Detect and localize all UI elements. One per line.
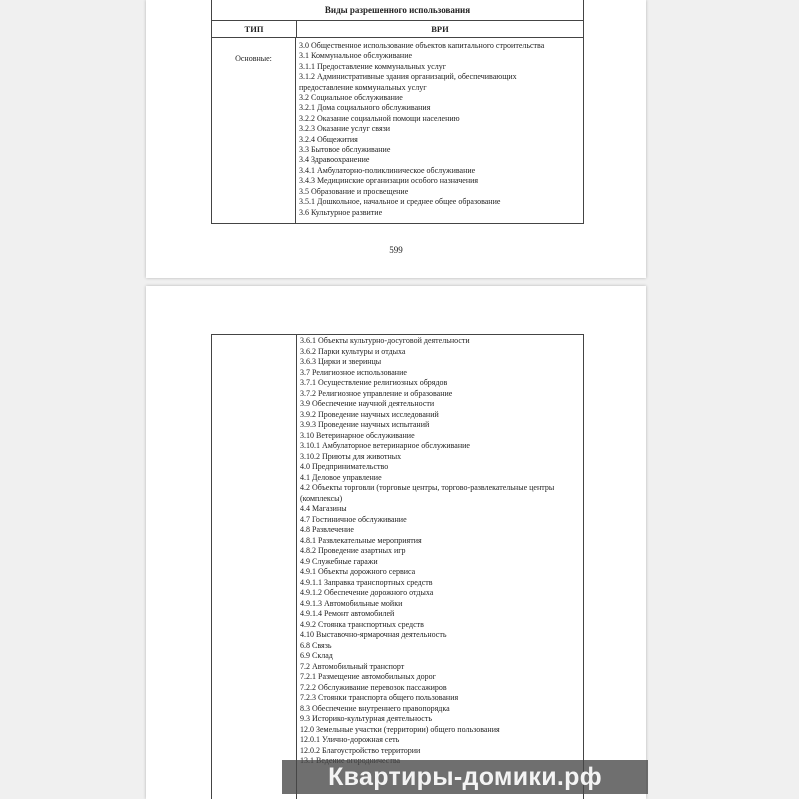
- vri-row: 3.2.1 Дома социального обслуживания: [299, 103, 431, 113]
- vri-row: 3.4.3 Медицинские организации особого назначения: [299, 176, 479, 186]
- vri-row: 4.4 Магазины: [300, 504, 347, 513]
- vri-row: 4.9.1.2 Обеспечение дорожного отдыха: [300, 588, 434, 597]
- vri-row: 3.0 Общественное использование объектов капитального строительства: [299, 41, 545, 50]
- header-type: ТИП: [212, 21, 297, 37]
- table-title: Виды разрешенного использования: [212, 0, 583, 21]
- vri-row: 3.2.4 Общежития: [299, 134, 358, 144]
- vri-row: 3.6 Культурное развитие: [299, 207, 383, 217]
- vri-row: 4.9.1.3 Автомобильные мойки: [300, 598, 403, 608]
- vri-row: (комплексы): [300, 493, 343, 503]
- vri-row: 7.2.1 Размещение автомобильных дорог: [300, 672, 436, 681]
- vri-row: 9.3 Историко-культурная деятельность: [300, 714, 432, 723]
- vri-row: 4.10 Выставочно-ярмарочная деятельность: [300, 630, 447, 639]
- table-header-row: [212, 21, 583, 38]
- vri-row: 4.9.2 Стоянка транспортных средств: [300, 619, 424, 629]
- vri-row: 4.9.1 Объекты дорожного сервиса: [300, 567, 416, 576]
- vri-row: 12.0.1 Улично-дорожная сеть: [300, 735, 400, 744]
- permitted-use-table: [211, 0, 584, 224]
- site-watermark: Квартиры-домики.рф: [282, 760, 648, 794]
- vri-row: 4.9.1.4 Ремонт автомобилей: [300, 609, 395, 618]
- header-vri: ВРИ: [431, 24, 449, 34]
- vri-row: 4.2 Объекты торговли (торговые центры, торгово-развлекательные центры: [300, 483, 555, 492]
- vri-row: 3.1.2 Административные здания организаций, обеспечивающих: [299, 72, 517, 82]
- document-page-599: [146, 0, 646, 278]
- vri-row: 3.10.1 Амбулаторное ветеринарное обслуживание: [300, 441, 470, 450]
- type-cell-empty: [212, 335, 297, 799]
- vri-row: 3.5.1 Дошкольное, начальное и среднее общее образование: [299, 197, 501, 207]
- vri-row: 3.1.1 Предоставление коммунальных услуг: [299, 61, 446, 71]
- vri-row: 7.2 Автомобильный транспорт: [300, 661, 405, 671]
- vri-row: 3.2.3 Оказание услуг связи: [299, 124, 391, 134]
- vri-row: 3.9 Обеспечение научной деятельности: [300, 399, 435, 408]
- vri-row: 3.4 Здравоохранение: [299, 155, 370, 165]
- vri-row: 3.4.1 Амбулаторно-поликлиническое обслуживание: [299, 165, 476, 175]
- vri-row: 8.3 Обеспечение внутреннего правопорядка: [300, 703, 450, 713]
- document-page-600: [146, 286, 646, 799]
- vri-row: 12.0.2 Благоустройство территории: [300, 745, 421, 755]
- table-body: [212, 37, 583, 223]
- vri-row: 3.7 Религиозное использование: [300, 367, 407, 377]
- vri-row: 3.10 Ветеринарное обслуживание: [300, 430, 415, 440]
- vri-row: 3.3 Бытовое обслуживание: [299, 145, 391, 155]
- vri-row: 4.8.1 Развлекательные мероприятия: [300, 535, 422, 545]
- vri-row: 3.7.1 Осуществление религиозных обрядов: [300, 378, 448, 387]
- vri-row: 4.0 Предпринимательство: [300, 462, 389, 471]
- permitted-use-table-continued: [211, 334, 584, 799]
- vri-row: 3.9.3 Проведение научных испытаний: [300, 420, 430, 429]
- vri-row: 4.7 Гостиничное обслуживание: [300, 514, 407, 524]
- vri-row: 3.6.3 Цирки и зверинцы: [300, 357, 382, 366]
- vri-row: 7.2.3 Стоянки транспорта общего пользования: [300, 693, 459, 702]
- vri-cell: [297, 335, 583, 799]
- vri-row: 4.1 Деловое управление: [300, 472, 382, 482]
- vri-row: 3.6.1 Объекты культурно-досуговой деятельности: [300, 336, 470, 345]
- type-cell: Основные:: [212, 37, 296, 223]
- vri-row: 4.8.2 Проведение азартных игр: [300, 546, 406, 555]
- vri-row: 3.6.2 Парки культуры и отдыха: [300, 346, 406, 356]
- vri-row: 3.9.2 Проведение научных исследований: [300, 409, 439, 419]
- vri-row: 12.0 Земельные участки (территории) общего пользования: [300, 724, 500, 734]
- vri-row: 3.1 Коммунальное обслуживание: [299, 51, 413, 61]
- vri-row: 4.9 Служебные гаражи: [300, 556, 378, 566]
- vri-row: 6.9 Склад: [300, 651, 333, 660]
- vri-row: 4.9.1.1 Заправка транспортных средств: [300, 577, 433, 587]
- vri-row: 3.2.2 Оказание социальной помощи населению: [299, 113, 460, 123]
- page-number: 599: [389, 245, 403, 255]
- vri-row: 3.7.2 Религиозное управление и образование: [300, 388, 453, 398]
- vri-row: 7.2.2 Обслуживание перевозок пассажиров: [300, 682, 447, 692]
- vri-row: 3.5 Образование и просвещение: [299, 186, 409, 196]
- vri-row: 3.2 Социальное обслуживание: [299, 93, 403, 103]
- vri-row: 4.8 Развлечение: [300, 525, 354, 534]
- vri-row: 3.10.2 Приюты для животных: [300, 451, 402, 461]
- vri-row: предоставление коммунальных услуг: [299, 82, 427, 92]
- vri-cell: [296, 37, 583, 223]
- vri-row: 6.8 Связь: [300, 640, 332, 650]
